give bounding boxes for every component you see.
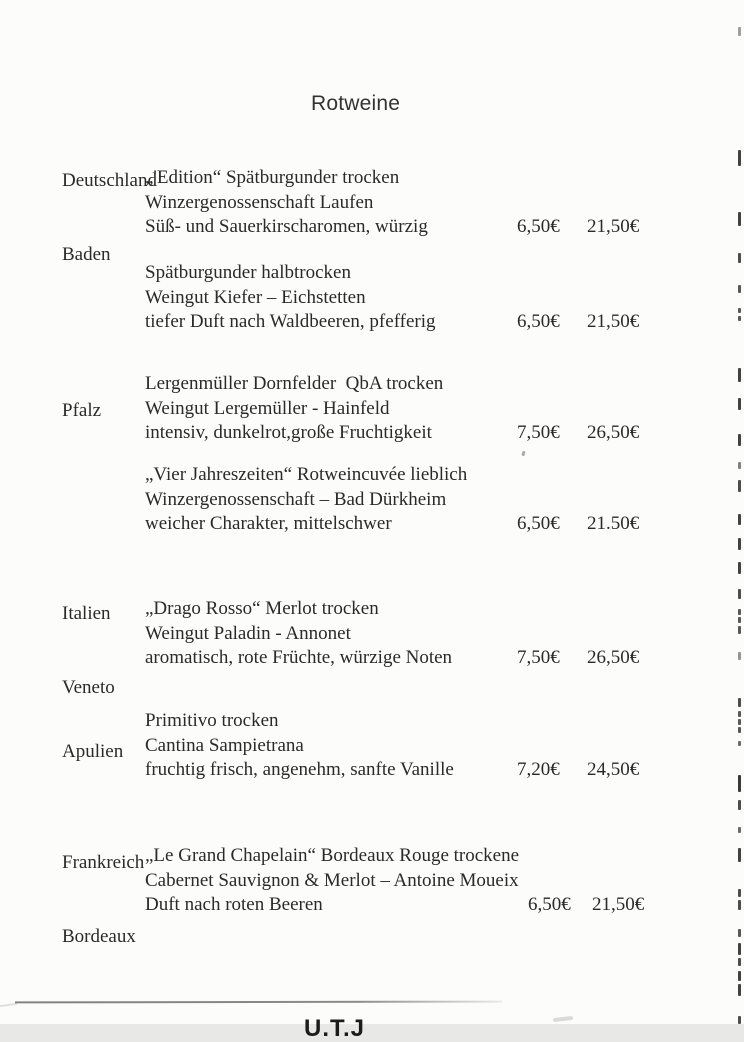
wine-description: Süß- und Sauerkirscharomen, würzig — [145, 216, 428, 237]
wine-entry — [145, 597, 744, 671]
scan-artifact-tick — [738, 929, 741, 937]
scan-artifact-tick — [738, 719, 741, 725]
price-bottle: 26,50€ — [587, 422, 640, 443]
wine-producer: Winzergenossenschaft Laufen — [145, 191, 374, 213]
scan-artifact-tick — [738, 150, 741, 166]
region-label-apulien — [62, 691, 123, 814]
wine-name: Spätburgunder halbtrocken — [145, 262, 351, 283]
price-bottle: 26,50€ — [587, 647, 640, 668]
area-label: Baden — [62, 243, 111, 265]
wine-name: „Drago Rosso“ Merlot trocken — [145, 598, 379, 619]
area-label: Apulien — [62, 741, 124, 762]
scan-artifact-tick — [738, 958, 741, 966]
wine-description: intensiv, dunkelrot,große Fruchtigkeit — [145, 422, 432, 443]
price-glass: 6,50€ — [517, 216, 560, 237]
scan-artifact-tick — [738, 308, 741, 313]
region-label-frankreich-bordeaux — [62, 802, 144, 998]
scan-artifact-tick — [738, 800, 741, 810]
wine-entry — [145, 844, 744, 918]
wine-description: weicher Charakter, mittelschwer — [145, 513, 392, 534]
wine-name: Lergenmüller Dornfelder QbA trocken — [145, 373, 444, 394]
wine-name: „'Edition“ Spätburgunder trocken — [145, 167, 400, 188]
wine-description: tiefer Duft nach Waldbeeren, pfefferig — [145, 311, 436, 332]
scan-artifact-tick — [738, 253, 741, 263]
wine-producer: Weingut Paladin - Annonet — [145, 622, 351, 644]
scan-artifact-tick — [738, 1016, 741, 1024]
price-bottle: 24,50€ — [587, 759, 640, 780]
scan-artifact-tick — [738, 827, 741, 833]
scan-artifact-tick — [738, 698, 741, 707]
wine-name: „Vier Jahreszeiten“ Rotweincuvée lieblich — [145, 464, 468, 485]
scan-artifact-tick — [738, 984, 741, 996]
price-bottle: 21,50€ — [592, 894, 645, 915]
scan-artifact-tick — [738, 889, 741, 897]
scan-artifact-tick — [738, 652, 741, 660]
price-bottle: 21,50€ — [587, 216, 640, 237]
cutoff-text-bottom: U.T.J — [304, 1015, 366, 1042]
wine-description: Duft nach roten Beeren — [145, 894, 323, 915]
price-glass: 7,50€ — [517, 647, 560, 668]
area-label: Pfalz — [62, 400, 102, 421]
scan-artifact-tick — [738, 27, 741, 36]
price-glass: 7,20€ — [517, 759, 560, 780]
price-glass: 6,50€ — [517, 513, 560, 534]
wine-entry — [145, 463, 744, 537]
scan-artifact-tick — [738, 609, 741, 615]
scan-line-bottom — [15, 1001, 502, 1004]
price-glass: 7,50€ — [517, 422, 560, 443]
price-glass: 6,50€ — [517, 311, 560, 332]
wine-producer: Winzergenossenschaft – Bad Dürkheim — [145, 488, 447, 510]
country-label: Frankreich — [62, 852, 145, 873]
scan-artifact-tick — [738, 626, 741, 634]
wine-producer: Weingut Lergemüller - Hainfeld — [145, 397, 390, 419]
wine-producer: Cabernet Sauvignon & Merlot – Antoine Moueix — [145, 869, 519, 891]
scan-artifact-tick — [738, 562, 741, 574]
scan-artifact-tick — [738, 462, 741, 469]
wine-entry — [145, 166, 744, 240]
wine-name: „Le Grand Chapelain“ Bordeaux Rouge trockene — [145, 845, 520, 866]
scan-artifact-tick — [738, 775, 741, 792]
price-bottle: 21.50€ — [587, 513, 640, 534]
country-label: Deutschland — [62, 170, 157, 191]
scan-artifact-tick — [738, 480, 741, 492]
region-label-pfalz — [62, 350, 101, 473]
wine-entry — [145, 372, 744, 446]
scan-artifact-tick — [738, 368, 741, 382]
wine-producer: Cantina Sampietrana — [145, 734, 304, 756]
scan-artifact-tick — [738, 589, 741, 599]
scan-artifact-tick — [738, 285, 741, 293]
scan-artifact-tick — [738, 900, 741, 910]
area-label: Bordeaux — [62, 925, 136, 947]
scan-artifact-tick — [738, 711, 741, 717]
scan-artifact-tick — [738, 398, 741, 410]
country-label: Italien — [62, 603, 111, 624]
wine-name: Primitivo trocken — [145, 710, 279, 731]
scan-artifact-tick — [738, 316, 741, 321]
scan-artifact-tick — [738, 617, 741, 623]
price-bottle: 21,50€ — [587, 311, 640, 332]
scan-smudge — [553, 1016, 573, 1022]
wine-producer: Weingut Kiefer – Eichstetten — [145, 286, 366, 308]
price-glass: 6,50€ — [528, 894, 571, 915]
scan-artifact-tick — [738, 212, 741, 226]
scan-artifact-tick — [738, 741, 741, 746]
scan-artifact-tick — [738, 538, 741, 550]
scan-corner-mark — [0, 1003, 17, 1007]
scan-speck — [521, 451, 525, 457]
wine-entry — [145, 709, 744, 783]
scan-artifact-tick — [738, 971, 741, 981]
wine-description: aromatisch, rote Früchte, würzige Noten — [145, 647, 453, 668]
scan-artifact-tick — [738, 514, 741, 525]
page-title: Rotweine — [311, 92, 401, 115]
wine-entry — [145, 261, 744, 335]
wine-description: fruchtig frisch, angenehm, sanfte Vanille — [145, 759, 454, 780]
scan-artifact-tick — [738, 727, 741, 733]
area-label: Veneto — [62, 676, 115, 698]
scan-artifact-tick — [738, 434, 741, 446]
scan-artifact-tick — [738, 943, 741, 955]
scan-artifact-tick — [738, 848, 741, 862]
region-label-deutschland-baden — [62, 120, 157, 316]
